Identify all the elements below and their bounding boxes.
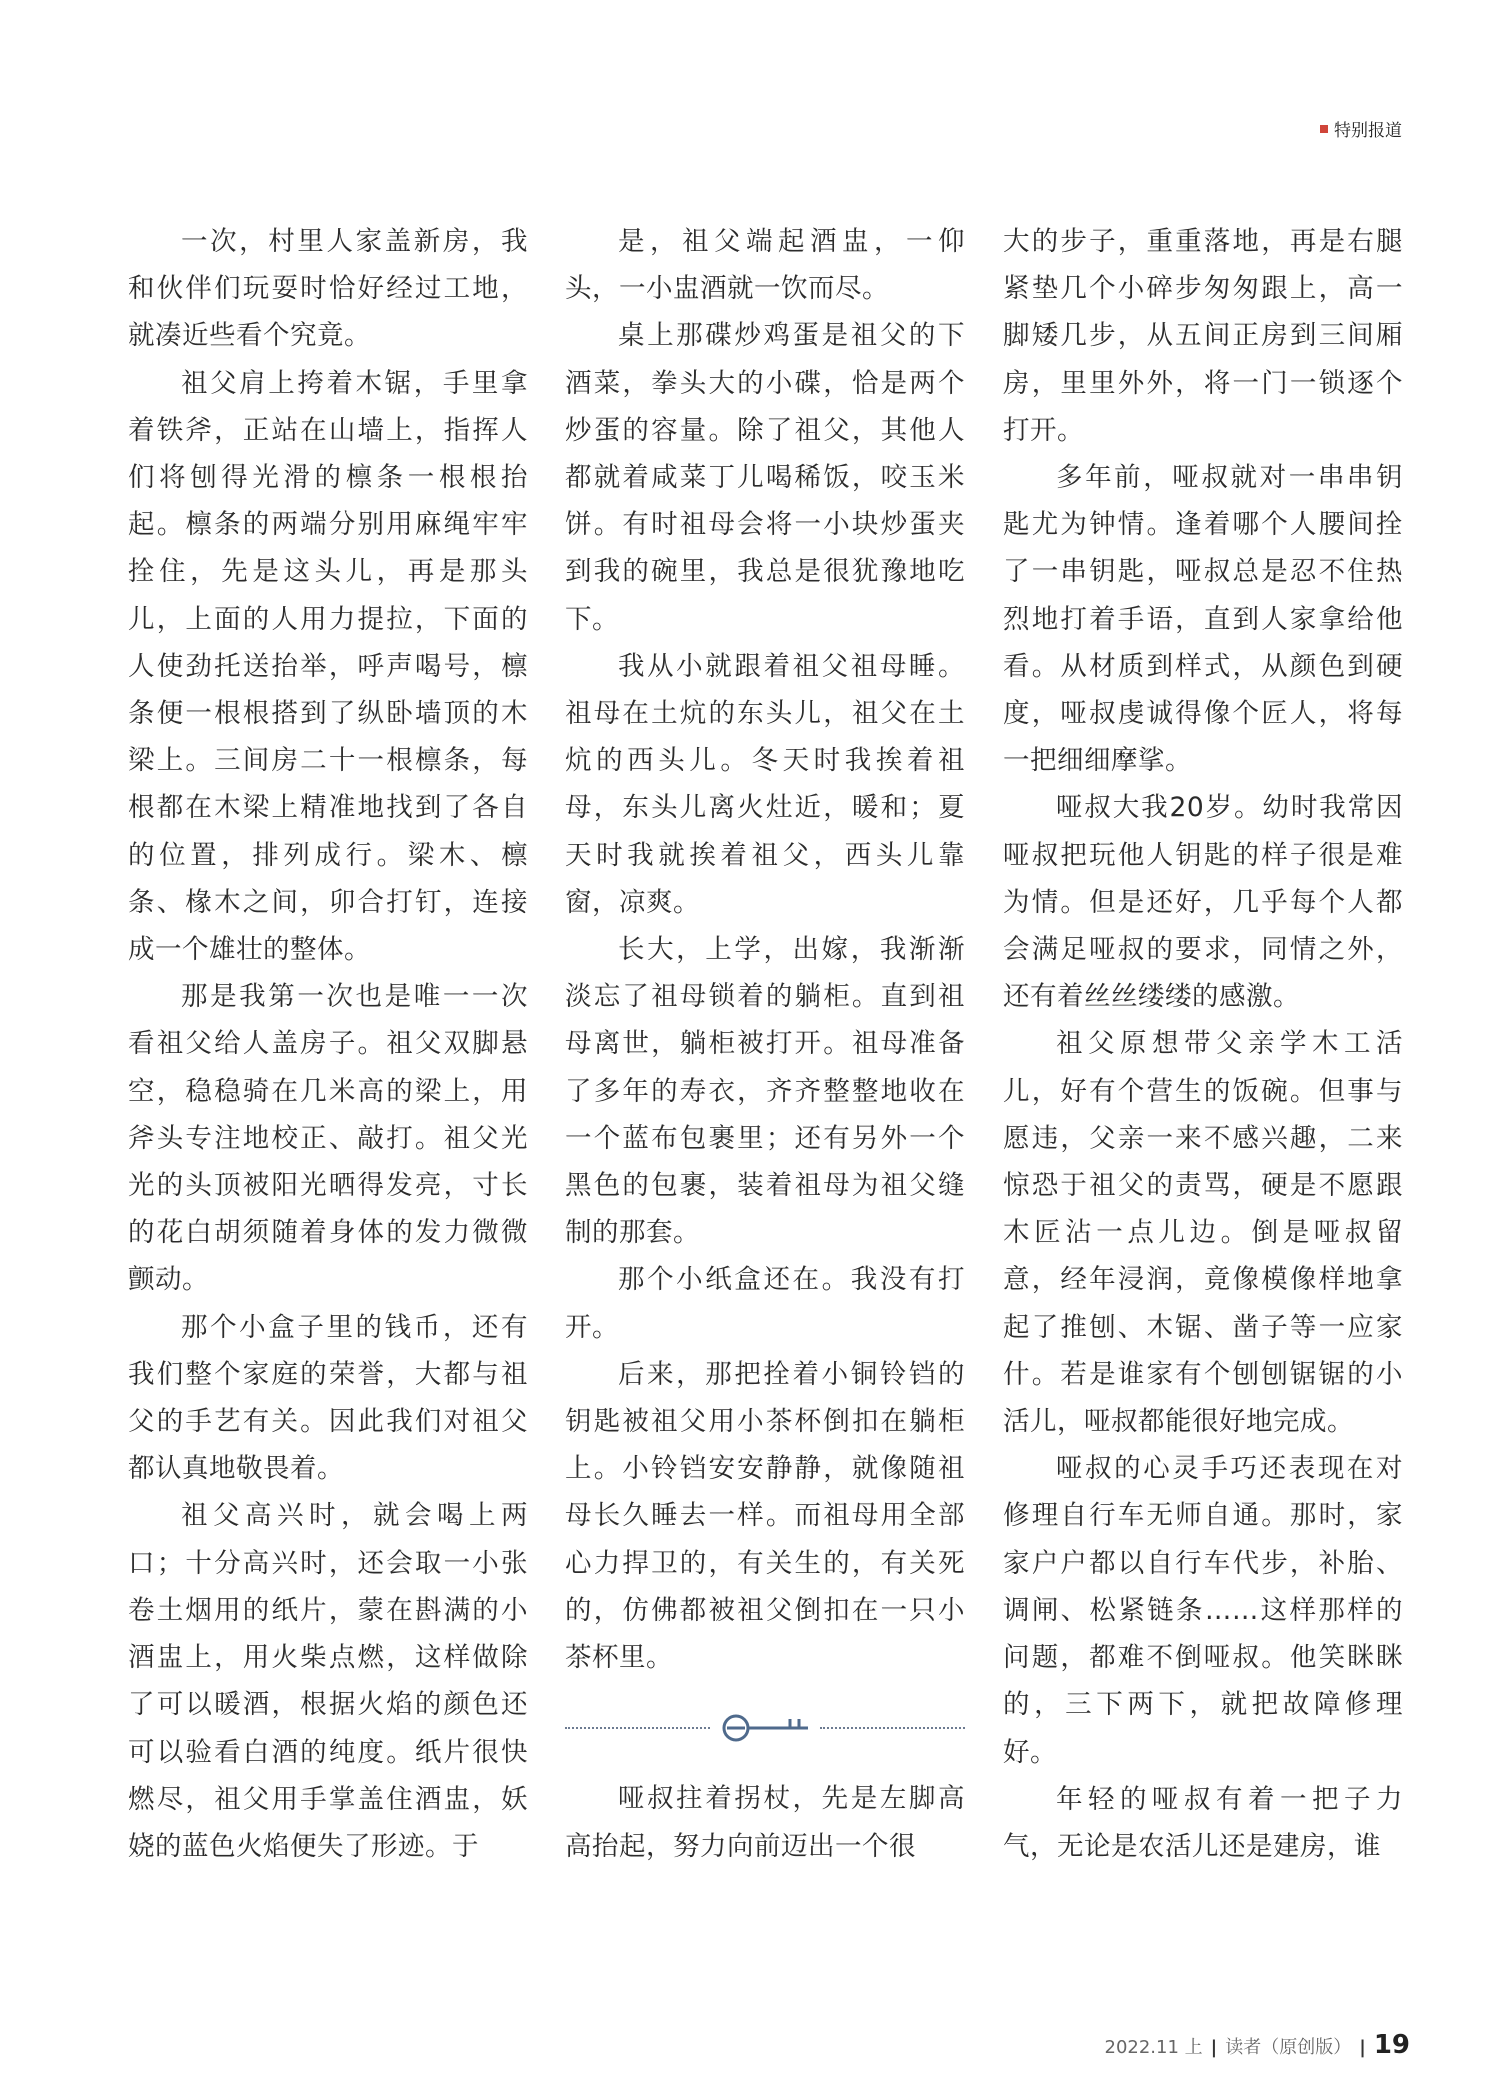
separator: | — [1210, 2037, 1218, 2058]
paragraph: 祖父肩上挎着木锯，手里拿着铁斧，正站在山墙上，指挥人们将刨得光滑的檩条一根根抬起。檩条的两端分别用麻绳牢牢拴住，先是这头儿，再是那头儿，上面的人用力提拉，下面的人使劲托送抬举，呼声喝号，檩条便一根根搭到了纵卧墙顶的木梁上。三间房二十一根檩条，每根都在木梁上精准地找到了各自的位置，排列成行。梁木、檩条、椽木之间，卯合打钉，连接成一个雄壮的整体。 — [128, 367, 528, 966]
paragraph: 那个小纸盒还在。我没有打开。 — [565, 1264, 965, 1343]
paragraph: 年轻的哑叔有着一把子力气，无论是农活儿还是建房，谁 — [1003, 1783, 1403, 1862]
paragraph: 长大，上学，出嫁，我渐渐淡忘了祖母锁着的躺柜。直到祖母离世，躺柜被打开。祖母准备了多年的寿衣，齐齐整整地收在一个蓝布包裹里；还有另外一个黑色的包裹，装着祖母为祖父缝制的那套。 — [565, 934, 965, 1249]
section-title: 特别报道 — [1334, 121, 1402, 141]
paragraph: 祖父高兴时，就会喝上两口；十分高兴时，还会取一小张卷土烟用的纸片，蒙在斟满的小酒盅上，用火柴点燃，这样做除了可以暖酒，根据火焰的颜色还可以验看白酒的纯度。纸片很快燃尽，祖父用手掌盖住酒盅，妖娆的蓝色火焰便失了形迹。于 — [128, 1500, 528, 1862]
paragraph: 我从小就跟着祖父祖母睡。祖母在土炕的东头儿，祖父在土炕的西头儿。冬天时我挨着祖母，东头儿离火灶近，暖和；夏天时我就挨着祖父，西头儿靠窗，凉爽。 — [565, 650, 965, 918]
paragraph: 多年前，哑叔就对一串串钥匙尤为钟情。逢着哪个人腰间拴了一串钥匙，哑叔总是忍不住热烈地打着手语，直到人家拿给他看。从材质到样式，从颜色到硬度，哑叔虔诚得像个匠人，将每一把细细摩挲。 — [1003, 462, 1403, 777]
paragraph: 哑叔的心灵手巧还表现在对修理自行车无师自通。那时，家家户户都以自行车代步，补胎、调闸、松紧链条……这样那样的问题，都难不倒哑叔。他笑眯眯的，三下两下，就把故障修理好。 — [1003, 1453, 1403, 1768]
section-divider — [565, 1681, 965, 1775]
separator: | — [1359, 2037, 1366, 2058]
paragraph: 大的步子，重重落地，再是右腿紧垫几个小碎步匆匆跟上，高一脚矮几步，从五间正房到三间厢房，里里外外，将一门一锁逐个打开。 — [1003, 226, 1403, 446]
issue-date: 2022.11 上 — [1104, 2037, 1203, 2058]
paragraph: 哑叔拄着拐杖，先是左脚高高抬起，努力向前迈出一个很 — [565, 1783, 965, 1862]
key-icon — [720, 1708, 810, 1748]
paragraph: 是，祖父端起酒盅，一仰头，一小盅酒就一饮而尽。 — [565, 226, 965, 305]
column-3 — [1003, 218, 1403, 1870]
paragraph: 后来，那把拴着小铜铃铛的钥匙被祖父用小茶杯倒扣在躺柜上。小铃铛安安静静，就像随祖母长久睡去一样。而祖母用全部心力捍卫的，有关生的，有关死的，仿佛都被祖父倒扣在一只小茶杯里。 — [565, 1358, 965, 1674]
page-number: 19 — [1373, 2030, 1410, 2060]
divider-dots-left — [565, 1727, 710, 1729]
paragraph: 桌上那碟炒鸡蛋是祖父的下酒菜，拳头大的小碟，恰是两个炒蛋的容量。除了祖父，其他人都就着咸菜丁儿喝稀饭，咬玉米饼。有时祖母会将一小块炒蛋夹到我的碗里，我总是很犹豫地吃下。 — [565, 320, 965, 635]
column-1 — [128, 218, 528, 1870]
column-2 — [565, 218, 965, 1870]
section-marker — [1320, 125, 1328, 133]
paragraph: 那是我第一次也是唯一一次看祖父给人盖房子。祖父双脚悬空，稳稳骑在几米高的梁上，用斧头专注地校正、敲打。祖父光光的头顶被阳光晒得发亮，寸长的花白胡须随着身体的发力微微颤动。 — [128, 981, 528, 1296]
magazine-name: 读者（原创版） — [1225, 2037, 1352, 2058]
section-tag — [1320, 116, 1402, 141]
page-footer — [1105, 2030, 1411, 2060]
divider-dots-right — [820, 1727, 965, 1729]
paragraph: 那个小盒子里的钱币，还有我们整个家庭的荣誉，大都与祖父的手艺有关。因此我们对祖父都认真地敬畏着。 — [128, 1311, 528, 1485]
paragraph: 祖父原想带父亲学木工活儿，好有个营生的饭碗。但事与愿违，父亲一来不感兴趣，二来惊恐于祖父的责骂，硬是不愿跟木匠沾一点儿边。倒是哑叔留意，经年浸润，竟像模像样地拿起了推刨、木锯、凿子等一应家什。若是谁家有个刨刨锯锯的小活儿，哑叔都能很好地完成。 — [1003, 1028, 1403, 1438]
paragraph: 哑叔大我20岁。幼时我常因哑叔把玩他人钥匙的样子很是难为情。但是还好，几乎每个人都会满足哑叔的要求，同情之外，还有着丝丝缕缕的感激。 — [1003, 792, 1403, 1013]
paragraph: 一次，村里人家盖新房，我和伙伴们玩耍时恰好经过工地，就凑近些看个究竟。 — [128, 226, 528, 352]
